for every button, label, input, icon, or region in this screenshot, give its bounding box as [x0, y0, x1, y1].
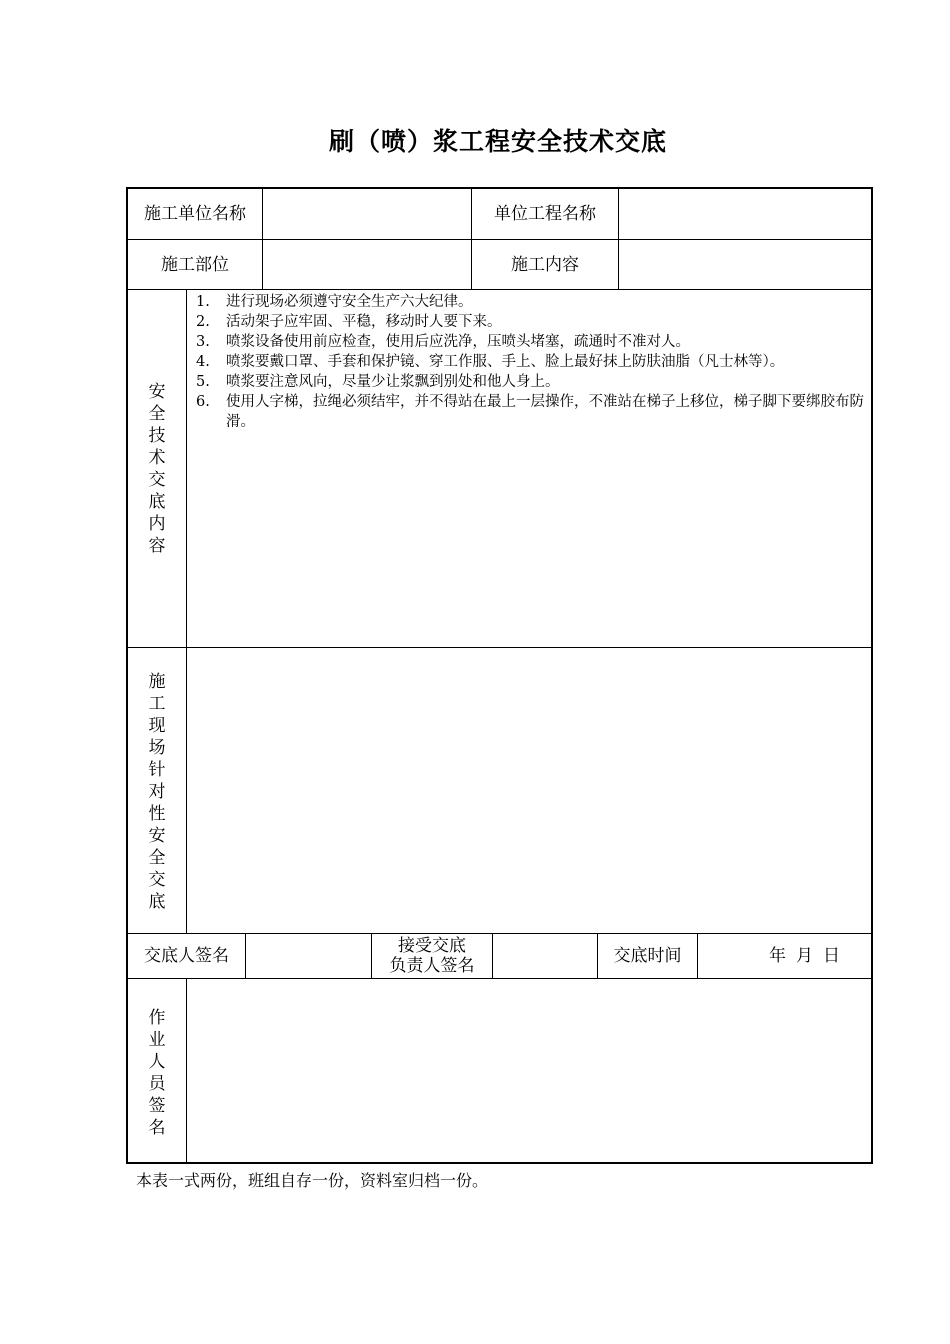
list-item: 2. 活动架子应牢固、平稳，移动时人要下来。 [196, 314, 502, 330]
unit-project-label: 单位工程名称 [494, 204, 596, 224]
footer-note: 本表一式两份，班组自存一份，资料室归档一份。 [136, 1171, 489, 1190]
safety-content-label: 安全技术交底内容 [148, 382, 166, 556]
site-safety-field[interactable] [187, 648, 873, 933]
workers-signature-field[interactable] [187, 979, 873, 1164]
disclosure-date-field[interactable] [698, 934, 873, 978]
safety-content-section [128, 289, 873, 647]
date-month: 月 [796, 946, 813, 966]
list-item: 4. 喷浆要戴口罩、手套和保护镜、穿工作服、手上、脸上最好抹上防肤油脂（凡士林等）。 [196, 354, 785, 370]
receiver-label-line2: 负责人签名 [389, 956, 475, 976]
construction-part-label: 施工部位 [161, 254, 229, 275]
safety-disclosure-table [126, 187, 873, 1164]
construction-unit-field[interactable] [263, 189, 471, 239]
document-title: 刷（喷）浆工程安全技术交底 [328, 127, 667, 156]
list-item: 5. 喷浆要注意风向，尽量少让浆飘到别处和他人身上。 [196, 374, 560, 390]
list-item: 3. 喷浆设备使用前应检查，使用后应洗净，压喷头堵塞，疏通时不准对人。 [196, 334, 690, 350]
list-item: 6. 使用人字梯，拉绳必须结牢，并不得站在最上一层操作，不准站在梯子上移位，梯子脚下要绑胶布防滑。 [196, 394, 864, 430]
list-item: 1. 进行现场必须遵守安全生产六大纪律。 [196, 294, 473, 310]
date-day: 日 [823, 946, 840, 966]
date-year: 年 [769, 946, 786, 966]
site-safety-label: 施工现场针对性安全交底 [148, 672, 166, 912]
receiver-label-line1: 接受交底 [398, 936, 466, 956]
unit-project-field[interactable] [619, 189, 873, 239]
receiver-label [372, 934, 492, 978]
receiver-signature-field[interactable] [493, 934, 597, 978]
construction-unit-label: 施工单位名称 [144, 204, 246, 224]
workers-signature-label: 作业人员签名 [148, 1008, 166, 1138]
disclosure-person-signature-field[interactable] [246, 934, 371, 978]
construction-content-label: 施工内容 [511, 254, 579, 275]
construction-content-field[interactable] [619, 240, 873, 289]
disclosure-time-label: 交底时间 [613, 946, 682, 966]
disclosure-person-label: 交底人签名 [144, 946, 229, 966]
construction-part-field[interactable] [263, 240, 471, 289]
safety-items-list [194, 292, 874, 432]
